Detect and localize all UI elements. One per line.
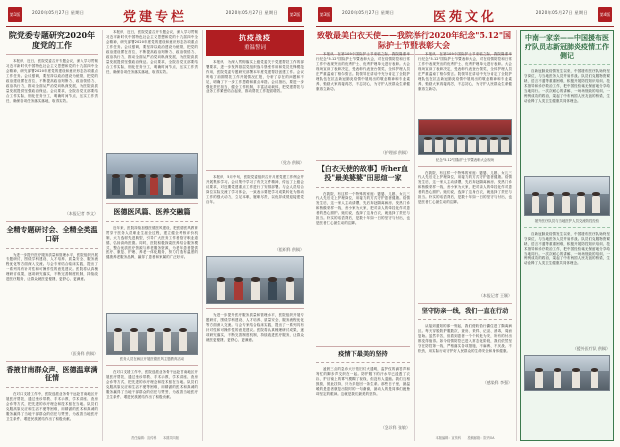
section-banner-title: 抗疫战疫 <box>239 33 271 42</box>
article-body-r3: 自新冠肺炎疫情发生以来，中国援布医疗队始终坚守岗位，与当地医务人员并肩作战。队员们克服物资紧缺、语言不通等重重困难，积极开展防控知识培训、技术指导和诊疗救治工作，把中国经验毫无保留地分享给当地同行。一次次耐心的讲解、一场场细致的培训、一例例成功的救治，架起了中布两国人民友谊的桥梁，生动诠释了人类卫生健康共同体理念。 <box>524 69 610 103</box>
article-photo-r3b <box>524 355 610 391</box>
article-photo-r1 <box>418 119 512 155</box>
article-photo-caption-4: 医务人员在病区开展医德医风主题教育活动 <box>119 357 185 362</box>
article-byline-r3: （援外医疗队 供稿） <box>572 345 610 351</box>
article-headline-r5: 坚守防亲一线，我们一直在行动 <box>421 307 509 315</box>
article-headline-1: 院党委专题研究2020年度党的工作 <box>8 30 96 50</box>
article-body-6-cont: 在对口支援工作中，医院选派业务骨干远赴甘南地区开展医疗帮扶，通过坐诊带教、手术示教、学术讲座、查房会诊等方式，把先进的诊疗理念和技术留在当地。队员们克服高原反应和生活不便等困难，用精湛的医术和真诚的服务赢得了当地干部群众的信任与赞誉，为改善当地医疗卫生条件、增进民族团结作出了积极贡献。 <box>106 370 198 399</box>
article-body-r5: 从接到通知的那一刻起，我们便收拾行囊住进了隔离病区。每天穿脱防护服数次，查房、采样、记录、消毒，周而复始。虽然辛苦，但看到患者一个个转危为安，所有的付出都变得值得。如今疫情防控已进入常态化阶段，我们依然坚守在防控第一线，严格落实各项措施，不麻痹、不厌战、不松劲，用实际行动守护好人民群众的生命安全和身体健康。 <box>418 324 512 353</box>
publication-date-left-2: 2020年05月27日 星期日 <box>225 10 278 15</box>
content-area-left <box>6 30 304 441</box>
article-photo-r3 <box>524 176 610 216</box>
column-right-2 <box>418 52 512 441</box>
article-body-1-cont: 本报讯 近日，医院党委召开专题会议，深入学习贯彻习近平新时代中国特色社会主义思想和党的十九届四中全会精神，研究部署2020年度党的建设和意识形态各项重点工作任务。会议强调，要坚持以政治建设为统领，把党的政治建设摆在首位，不断提高政治判断力、政治领悟力、政治执行力，推动全面从严治党向纵深发展，为医院高质量发展提供坚强政治保证。会议要求，全院各党支部要结合工作实际，细化任务分工，明确时间节点，压实工作责任，确保各项任务落实落地，取得实效。 <box>106 30 198 74</box>
article-byline-r1: （护理部 供稿） <box>380 150 410 155</box>
page-footer-right: 本版编辑：宣传科 投稿邮箱：院内OA <box>435 436 495 440</box>
publication-date-right: 2020年05月27日 星期日 <box>342 10 395 15</box>
article-headline-4: 医德医风篇、医养交融篇 <box>113 207 191 216</box>
article-photo-caption-r1: 纪念"5.12"国际护士节暨表彰大会现场 <box>435 157 495 162</box>
publication-date-right-2: 2020年05月27日 星期日 <box>535 10 588 15</box>
article-headline-r2: 【白衣天使的故事】听her血投"最美婆婆"田思煊一家 <box>317 164 409 182</box>
article-body-5-cont: 为进一步提升医疗服务质量和管理水平，医院组织开展专题研讨，围绕学科建设、人才培养、质量安全、服务流程优化等方面深入交流。与会专家结合临床实践，提出了一系列具有针对性和可操作性的意见建议。医院将认真梳理研讨成果，逐项研究落实，不断完善制度机制，持续改进医疗服务，让群众就医更便捷、更舒心、更满意。 <box>206 312 304 342</box>
article-byline-r5: （感染科 李强） <box>482 380 512 386</box>
page-footer-left: 责任编辑：宣传科 本期共四版 <box>131 436 179 440</box>
article-body-2: 本报讯 为深入贯彻落实上级党委关于党建帮扶工作的部署要求，进一步发挥基层党组织战斗堡垒作用和党员先锋模范作用，医院党委专题研究部署本年度党建帮扶创建工作。会议听取了前期帮扶工作开展情况汇报，分析了存在的问题和不足，明确了下一步工作思路和重点举措。会议指出，要进一步强化责任担当，健全工作机制，丰富活动载体，把党建帮扶与业务工作紧密结合起来，推动帮扶工作提质增效。 <box>206 59 304 94</box>
article-body-5: 为进一步提升医疗服务质量和管理水平，医院组织开展专题研讨，围绕学科建设、人才培养、质量安全、服务流程优化等方面深入交流。与会专家结合临床实践，提出了一系列具有针对性和可操作性的意见建议。医院将认真梳理研讨成果，逐项研究落实，不断完善制度机制，持续改进医疗服务，让群众就医更便捷、更舒心、更满意。 <box>6 252 98 282</box>
article-photo-3 <box>206 256 304 304</box>
article-byline-r2: （本报记者 王颖） <box>478 292 512 298</box>
article-body-r4: 凌晨三点的急诊大厅依旧灯火通明，监护仪的滴答声和匆忙的脚步声交织在一起。防护服下的汗水早已浸透了衣衫，护目镜上的雾气模糊了视线，但没有人退缩。我们互相鼓励，彼此扶持，只为多抢回一条生命。那些日子里，最温暖的是患者康复出院时的一句谢谢，最动人的是同事们疲惫却坚定的眼神。这就是我们最美的坚持。 <box>316 367 410 396</box>
article-byline-5: （医务科 供稿） <box>68 350 98 356</box>
column-right-1 <box>316 52 410 441</box>
article-byline-3: （组织科 供稿） <box>274 246 304 252</box>
section-banner-sub: 重温誓词 <box>243 45 266 52</box>
article-headline-r1: 致敬最美白衣天使——我院举行2020年纪念"5.12"国际护士节暨表彰大会 <box>316 30 512 50</box>
article-byline-2: （党办 供稿） <box>278 159 304 165</box>
article-byline-r4: （急诊科 张敏） <box>380 425 410 431</box>
article-body-r1-cont: 本报讯 在第109个国际护士节来临之际，我院隆重举行纪念"5.12"国际护士节暨表彰大会，对在疫情防控和日常工作中表现突出的优秀护士、优秀护理单元进行表彰。大会现场宣读了表彰决定，受表彰代表登台领奖，全体护理人员庄严重温南丁格尔誓言。院领导在讲话中充分肯定了全院护理队伍在抗击新冠肺炎疫情中展现出的敬业精神和专业素养，勉励大家再接再厉，不忘初心，为守护人民群众生命健康再立新功。 <box>418 52 512 91</box>
newspaper-page-right <box>310 0 620 447</box>
article-body-3: 本报讯 5月中旬，医院党委组织召开月度党建工作例会并开展集体学习。会议集中学习了有关文件精神，传达了上级会议要求，对近期党建重点工作进行了安排部署。与会人员结合岗位实际交流了学习体会，一致表示要把学习成果转化为推动工作的强大动力，立足本职、履职尽责，以优异成绩迎接建党百年。 <box>206 174 304 204</box>
masthead-title-right: 医苑文化 <box>432 10 497 25</box>
masthead-right <box>316 4 614 27</box>
article-body-6: 在对口支援工作中，医院选派业务骨干远赴甘南地区开展医疗帮扶，通过坐诊带教、手术示教、学术讲座、查房会诊等方式，把先进的诊疗理念和技术留在当地。队员们克服高原反应和生活不便等困难，用精湛的医术和真诚的服务赢得了当地干部群众的信任与赞誉，为改善当地医疗卫生条件、增进民族团结作出了积极贡献。 <box>6 392 98 421</box>
article-body-1: 本报讯 近日，医院党委召开专题会议，深入学习贯彻习近平新时代中国特色社会主义思想和党的十九届四中全会精神，研究部署2020年度党的建设和意识形态各项重点工作任务。会议强调，要坚持以政治建设为统领，把党的政治建设摆在首位，不断提高政治判断力、政治领悟力、政治执行力，推动全面从严治党向纵深发展，为医院高质量发展提供坚强政治保证。会议要求，全院各党支部要结合工作实际，细化任务分工，明确时间节点，压实工作责任，确保各项任务落实落地，取得实效。 <box>6 59 98 103</box>
article-headline-6: 香掖甘南群众声、医德温章满征情 <box>6 364 98 383</box>
masthead-left <box>6 4 304 27</box>
publication-date-left: 2020年05月27日 星期日 <box>32 10 85 15</box>
article-photo-4 <box>106 313 198 355</box>
page-number-badge-left: 第1版 <box>8 7 22 22</box>
article-byline-1: （本报记者 李文） <box>64 211 98 216</box>
article-photo-1 <box>106 153 198 199</box>
column-right-3 <box>520 30 614 441</box>
article-headline-5: 全精专题研讨会、全精全类温口研 <box>6 225 98 243</box>
feature-box-right <box>520 30 614 441</box>
column-left-3 <box>206 30 304 441</box>
content-area-right <box>316 30 614 441</box>
page-number-badge-right: 第3版 <box>318 7 332 22</box>
article-body-r3-cont: 自新冠肺炎疫情发生以来，中国援布医疗队始终坚守岗位，与当地医务人员并肩作战。队员们克服物资紧缺、语言不通等重重困难，积极开展防控知识培训、技术指导和诊疗救治工作，把中国经验毫无保留地分享给当地同行。一次次耐心的讲解、一场场细致的培训、一例例成功的救治，架起了中布两国人民友谊的桥梁，生动诠释了人类卫生健康共同体理念。 <box>524 231 610 266</box>
column-left-1 <box>6 30 98 441</box>
column-left-2 <box>106 30 198 441</box>
article-body-4: 近年来，医院持续加强医德医风建设，把医德医风教育贯穿于医务人员职业生涯全过程，建立健全考核评价机制，大力选树先进典型，引导广大医务工作者恪守职业道德、弘扬高尚医德。同时，医院积极探索医养结合服务模式，整合优质医疗资源与养老服务资源，为老年患者提供医疗、康复、护理、养老一体化服务，努力打造有温度的健康养老服务品牌，赢得了患者和家属的广泛好评。 <box>106 225 198 260</box>
section-banner-left <box>206 30 304 56</box>
article-body-r2-cont: 在我院，有这样一个特殊的家庭：婆婆、儿媳、女儿三代人先后走上护理岗位，用接力的方式守护患者健康。疫情发生后，这一家人主动请缨，先后奔赴隔离病房、发热门诊和核酸采样一线，舍小家为大家，把对亲人的牵挂化作对患者的悉心照护。她们说，选择了这身白衣，就选择了责任与担当。朴实的话语背后，是数十年如一日的坚守与付出，也是医者仁心最生动的注脚。 <box>418 170 512 205</box>
page-number-badge-right-2: 第4版 <box>598 7 612 22</box>
masthead-title-left: 党建专栏 <box>122 10 187 25</box>
page-number-badge-left-2: 第2版 <box>288 7 302 22</box>
article-photo-caption-r3: 援外医疗队员与当地医护人员交流防控经验 <box>534 218 600 223</box>
article-headline-r4: 疫情下最美的坚持 <box>338 350 388 358</box>
article-body-r2: 在我院，有这样一个特殊的家庭：婆婆、儿媳、女儿三代人先后走上护理岗位，用接力的方式守护患者健康。疫情发生后，这一家人主动请缨，先后奔赴隔离病房、发热门诊和核酸采样一线，舍小家为大家，把对亲人的牵挂化作对患者的悉心照护。她们说，选择了这身白衣，就选择了责任与担当。朴实的话语背后，是数十年如一日的坚守与付出，也是医者仁心最生动的注脚。 <box>316 191 410 226</box>
article-body-r1: 本报讯 在第109个国际护士节来临之际，我院隆重举行纪念"5.12"国际护士节暨表彰大会，对在疫情防控和日常工作中表现突出的优秀护士、优秀护理单元进行表彰。大会现场宣读了表彰决定，受表彰代表登台领奖，全体护理人员庄严重温南丁格尔誓言。院领导在讲话中充分肯定了全院护理队伍在抗击新冠肺炎疫情中展现出的敬业精神和专业素养，勉励大家再接再厉，不忘初心，为守护人民群众生命健康再立新功。 <box>316 52 410 91</box>
article-headline-r3: 中南一家亲——中国援布医疗队员志新冠肺炎疫情工作侧记 <box>525 33 609 60</box>
